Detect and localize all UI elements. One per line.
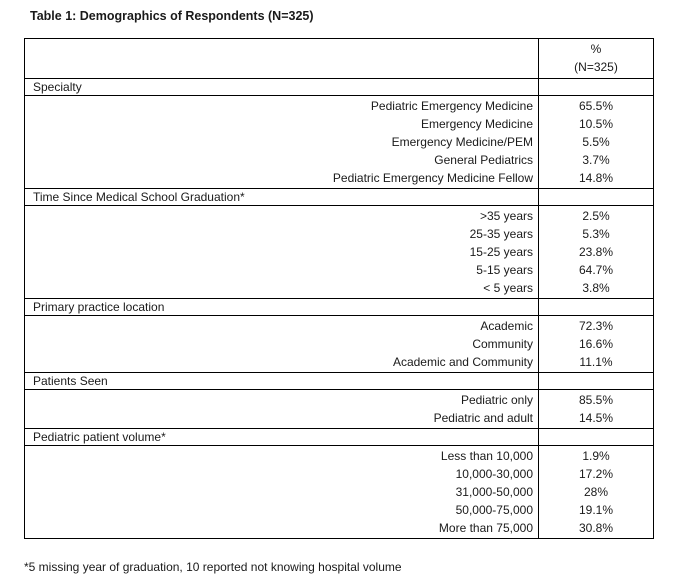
section-body-row (25, 390, 654, 429)
row-label: 10,000-30,000 (455, 467, 533, 481)
row-label: < 5 years (483, 281, 533, 295)
row-value: 5.3% (582, 227, 610, 241)
row-label: Emergency Medicine (420, 117, 533, 131)
section-value-blank (539, 299, 654, 316)
row-value: 64.7% (578, 263, 614, 277)
row-label: 25-35 years (469, 227, 533, 241)
section-body-row (25, 206, 654, 299)
row-value: 3.8% (582, 281, 610, 295)
row-value: 14.8% (578, 171, 614, 185)
row-value: 65.5% (578, 99, 614, 113)
section-header-row (25, 373, 654, 390)
section-label: Primary practice location (25, 299, 539, 316)
section-values-cell (539, 446, 654, 539)
section-items-cell (25, 316, 539, 373)
section-values-cell (539, 390, 654, 429)
section-values-cell (539, 316, 654, 373)
row-label: 5-15 years (476, 263, 533, 277)
section-header-row (25, 189, 654, 206)
row-label: Pediatric and adult (433, 411, 533, 425)
table-footnote: *5 missing year of graduation, 10 reported not knowing hospital volume (24, 560, 402, 574)
section-label: Time Since Medical School Graduation* (25, 189, 539, 206)
row-label: >35 years (479, 209, 533, 223)
section-items-cell (25, 96, 539, 189)
header-percent-cell (539, 39, 654, 79)
section-items-cell (25, 446, 539, 539)
section-label: Pediatric patient volume* (25, 429, 539, 446)
section-header-row (25, 79, 654, 96)
row-value: 11.1% (579, 355, 613, 369)
row-value: 19.1% (578, 503, 614, 517)
row-label: Community (472, 337, 533, 351)
row-label: General Pediatrics (434, 153, 533, 167)
section-value-blank (539, 189, 654, 206)
row-label: Academic (480, 319, 533, 333)
row-value: 3.7% (582, 153, 610, 167)
row-value: 72.3% (578, 319, 614, 333)
header-n-label: (N=325) (574, 60, 618, 74)
section-items-cell (25, 206, 539, 299)
demographics-table (24, 38, 654, 539)
row-label: Less than 10,000 (440, 449, 533, 463)
row-value: 28% (583, 485, 609, 499)
row-label: Pediatric Emergency Medicine (370, 99, 533, 113)
section-items-cell (25, 390, 539, 429)
row-value: 16.6% (578, 337, 614, 351)
row-label: 31,000-50,000 (455, 485, 533, 499)
row-value: 17.2% (578, 467, 614, 481)
row-value: 30.8% (578, 521, 614, 535)
section-value-blank (539, 429, 654, 446)
section-header-row (25, 299, 654, 316)
table-title: Table 1: Demographics of Respondents (N=325) (30, 9, 314, 23)
row-label: 50,000-75,000 (455, 503, 533, 517)
table-header-row (25, 39, 654, 79)
section-body-row (25, 316, 654, 373)
row-value: 1.9% (582, 449, 610, 463)
row-value: 85.5% (578, 393, 614, 407)
row-value: 2.5% (582, 209, 610, 223)
section-values-cell (539, 206, 654, 299)
section-label: Patients Seen (25, 373, 539, 390)
section-body-row (25, 96, 654, 189)
section-value-blank (539, 373, 654, 390)
row-value: 23.8% (578, 245, 614, 259)
section-header-row (25, 429, 654, 446)
row-label: Pediatric only (460, 393, 533, 407)
section-value-blank (539, 79, 654, 96)
row-label: Emergency Medicine/PEM (391, 135, 533, 149)
section-label: Specialty (25, 79, 539, 96)
row-label: More than 75,000 (438, 521, 533, 535)
row-label: Academic and Community (392, 355, 533, 369)
header-blank-cell (25, 39, 539, 79)
row-value: 10.5% (578, 117, 614, 131)
row-value: 14.5% (578, 411, 614, 425)
section-body-row (25, 446, 654, 539)
row-label: 15-25 years (469, 245, 533, 259)
row-label: Pediatric Emergency Medicine Fellow (332, 171, 533, 185)
row-value: 5.5% (582, 135, 610, 149)
section-values-cell (539, 96, 654, 189)
header-percent-symbol: % (590, 42, 602, 56)
